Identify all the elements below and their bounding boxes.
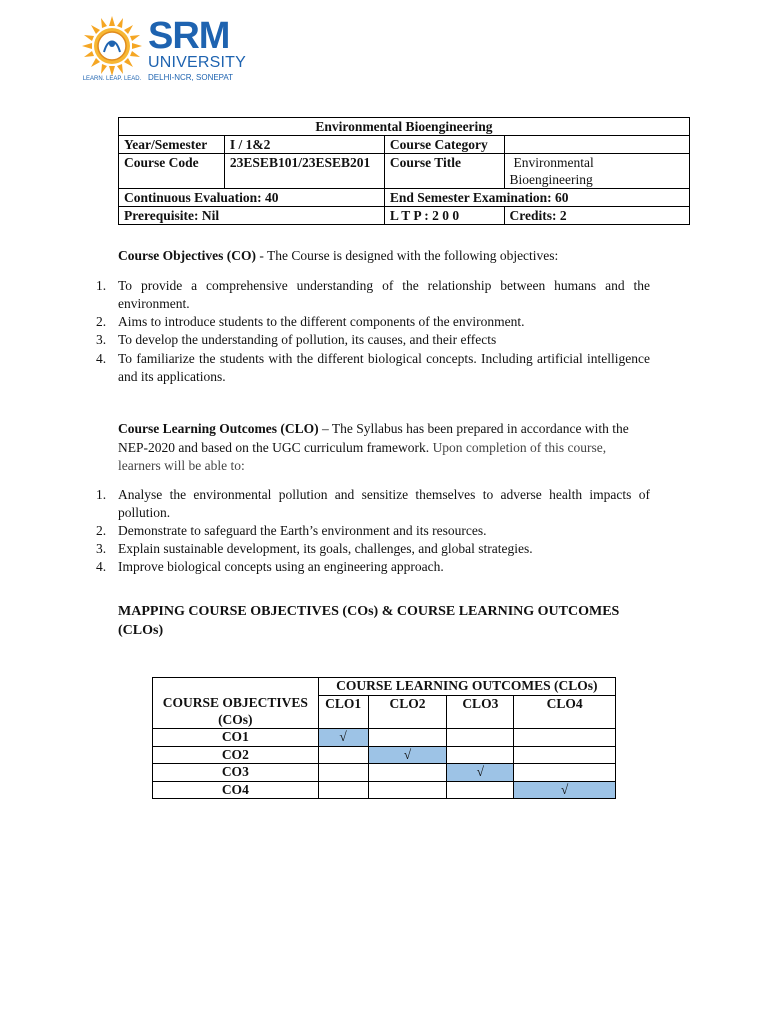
- mapping-check-cell: √: [514, 781, 616, 799]
- mapping-cell: [318, 781, 368, 799]
- list-number: 3.: [96, 332, 107, 347]
- list-text: To familiarize the students with the different biological concepts. Including artificial intelligence and its applications.: [118, 351, 650, 384]
- co-row-header: COURSE OBJECTIVES (COs): [153, 695, 319, 729]
- column-header: CLO2: [368, 695, 447, 729]
- table-row: [153, 695, 616, 729]
- year-semester-label: Year/Semester: [119, 136, 225, 154]
- list-item: [96, 486, 650, 522]
- outcomes-heading-bold: Course Learning Outcomes (CLO): [118, 421, 319, 436]
- list-text: Demonstrate to safeguard the Earth’s environment and its resources.: [118, 523, 487, 538]
- co-label: CO4: [153, 781, 319, 799]
- table-row: [119, 118, 690, 136]
- co-label: CO3: [153, 764, 319, 782]
- list-text: To provide a comprehensive understanding of the relationship between humans and the environment.: [118, 278, 650, 311]
- list-text: Aims to introduce students to the different components of the environment.: [118, 314, 525, 329]
- end-semester-exam: End Semester Examination: 60: [384, 189, 689, 207]
- table-row: [119, 207, 690, 225]
- list-item: [96, 522, 650, 540]
- column-header: CLO1: [318, 695, 368, 729]
- list-item: [96, 331, 650, 349]
- table-row: [153, 729, 616, 747]
- course-title-line-2: Bioengineering: [509, 172, 593, 187]
- course-title-line-1: Environmental: [513, 155, 594, 170]
- list-item: [96, 540, 650, 558]
- clo-group-header: COURSE LEARNING OUTCOMES (CLOs): [318, 678, 615, 696]
- course-title-value: [504, 154, 689, 189]
- list-text: Analyse the environmental pollution and sensitize themselves to adverse health impacts of pollution.: [118, 487, 650, 520]
- co-label: CO2: [153, 746, 319, 764]
- empty-corner-cell: [153, 678, 319, 696]
- course-info-table: [118, 117, 690, 225]
- list-text: Improve biological concepts using an engineering approach.: [118, 559, 444, 574]
- table-row: [119, 189, 690, 207]
- mapping-table: [152, 677, 616, 799]
- list-number: 2.: [96, 314, 107, 329]
- mapping-cell: [447, 729, 514, 747]
- logo-campus: DELHI-NCR, SONEPAT: [148, 73, 234, 82]
- column-header: CLO4: [514, 695, 616, 729]
- list-text: Explain sustainable development, its goals, challenges, and global strategies.: [118, 541, 533, 556]
- mapping-check-cell: √: [447, 764, 514, 782]
- mapping-cell: [368, 781, 447, 799]
- list-number: 4.: [96, 351, 107, 366]
- objectives-heading-rest: - The Course is designed with the following objectives:: [255, 248, 559, 263]
- mapping-check-cell: √: [368, 746, 447, 764]
- table-row: [153, 781, 616, 799]
- table-row: [153, 678, 616, 696]
- list-item: [96, 558, 650, 576]
- logo-university: UNIVERSITY: [148, 54, 247, 71]
- continuous-evaluation: Continuous Evaluation: 40: [119, 189, 385, 207]
- course-title-label: Course Title: [384, 154, 504, 189]
- mapping-cell: [447, 781, 514, 799]
- course-code-label: Course Code: [119, 154, 225, 189]
- mapping-cell: [514, 729, 616, 747]
- outcomes-heading: [118, 420, 638, 476]
- mapping-cell: [368, 729, 447, 747]
- prerequisite: Prerequisite: Nil: [119, 207, 385, 225]
- list-number: 1.: [96, 487, 107, 502]
- table-row: [119, 154, 690, 189]
- table-row: [153, 746, 616, 764]
- mapping-cell: [447, 746, 514, 764]
- ltp: L T P : 2 0 0: [384, 207, 504, 225]
- srm-logo: [80, 14, 247, 86]
- logo-motto: LEARN. LEAP. LEAD.: [82, 76, 142, 82]
- outcomes-heading-tail: Upon completion of this course, learners will be able to:: [118, 439, 607, 473]
- course-category-value: [504, 136, 689, 154]
- credits: Credits: 2: [504, 207, 689, 225]
- list-number: 3.: [96, 541, 107, 556]
- list-text: To develop the understanding of pollution, its causes, and their effects: [118, 332, 497, 347]
- mapping-cell: [318, 746, 368, 764]
- objectives-heading-bold: Course Objectives (CO): [118, 248, 256, 263]
- list-item: [96, 277, 650, 313]
- course-name-title: Environmental Bioengineering: [119, 118, 690, 136]
- mapping-check-cell: √: [318, 729, 368, 747]
- logo-name: SRM: [148, 15, 230, 57]
- year-semester-value: I / 1&2: [224, 136, 384, 154]
- course-code-value: 23ESEB101/23ESEB201: [224, 154, 384, 189]
- list-number: 2.: [96, 523, 107, 538]
- mapping-cell: [368, 764, 447, 782]
- mapping-cell: [514, 746, 616, 764]
- column-header: CLO3: [447, 695, 514, 729]
- outcomes-list: [96, 486, 650, 576]
- mapping-cell: [514, 764, 616, 782]
- table-row: [153, 764, 616, 782]
- list-item: [96, 313, 650, 331]
- objectives-list: [96, 277, 650, 386]
- course-category-label: Course Category: [384, 136, 504, 154]
- list-number: 4.: [96, 559, 107, 574]
- mapping-heading: MAPPING COURSE OBJECTIVES (COs) & COURSE LEARNING OUTCOMES (CLOs): [118, 604, 620, 638]
- outcomes-heading-rest: – The Syllabus has been prepared in accordance with the NEP-2020 and based on the UGC curriculum framework.: [118, 421, 629, 455]
- srm-sun-emblem-icon: [80, 14, 144, 84]
- list-item: [96, 350, 650, 386]
- objectives-heading: [118, 248, 558, 264]
- co-label: CO1: [153, 729, 319, 747]
- list-number: 1.: [96, 278, 107, 293]
- table-row: [119, 136, 690, 154]
- mapping-cell: [318, 764, 368, 782]
